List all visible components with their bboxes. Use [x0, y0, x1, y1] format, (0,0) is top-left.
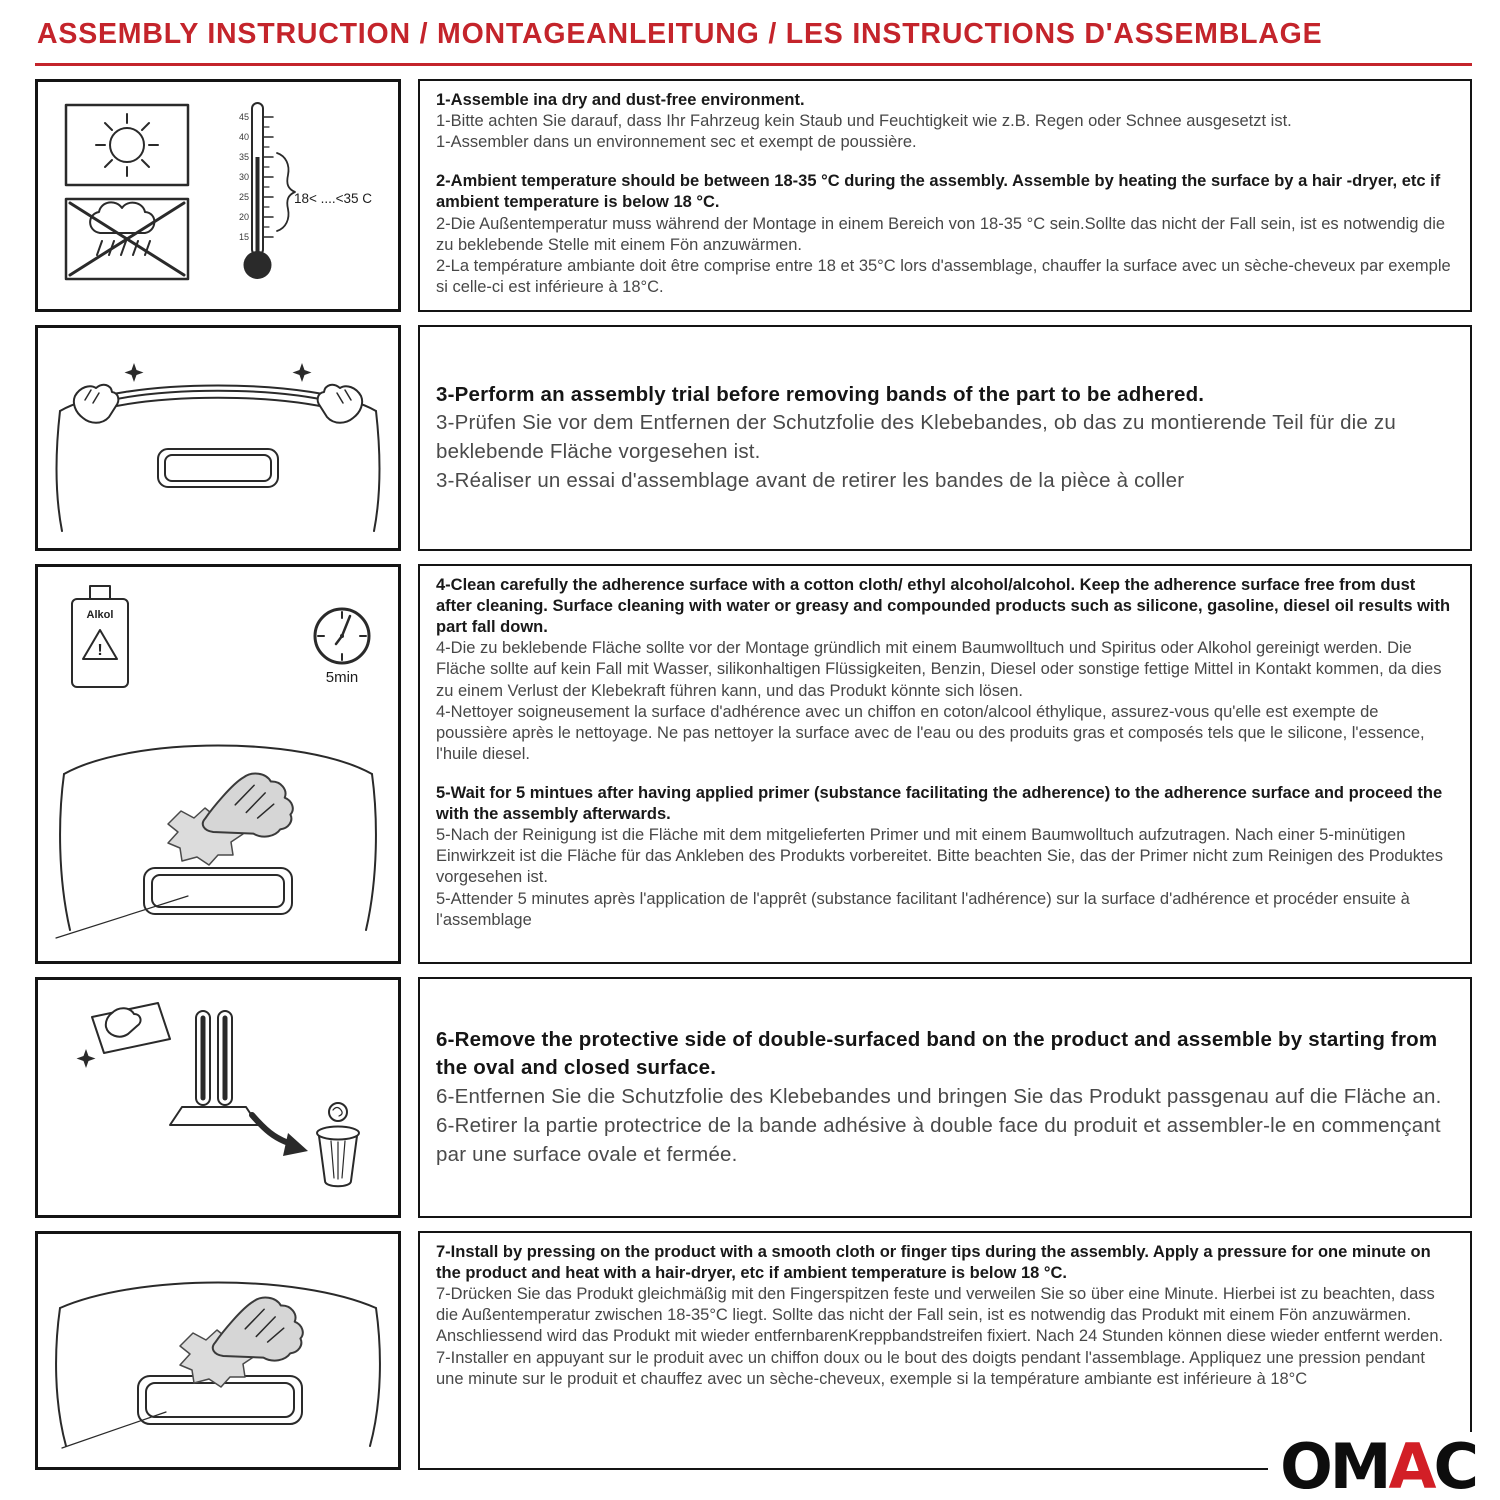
instruction-en: 4-Clean carefully the adherence surface with a cotton cloth/ ethyl alcohol/alcohol. Keep the adherence surface free from dust after cleaning. Surface cleaning with water or greasy and compounded products such as silicone, gasoline, diesel oil results with part fall down. [436, 576, 1451, 637]
section-environment-temperature [35, 79, 1472, 312]
thermometer-scale-value: 15 [238, 231, 249, 242]
assembly-trial-illustration [46, 339, 390, 537]
thermometer-icon [239, 103, 372, 279]
logo-text-accent: A [1388, 1430, 1434, 1500]
thermometer-scale-value: 35 [238, 151, 249, 162]
no-rain-icon [66, 199, 188, 279]
instruction-en: 3-Perform an assembly trial before removing bands of the part to be adhered. [436, 382, 1205, 406]
alcohol-bottle-icon [72, 586, 128, 687]
instruction-fr: 5-Attender 5 minutes après l'application de l'apprêt (substance facilitant l'adhérence) sur la surface d'adhérence et procéder ensuite à l'assemblage [436, 889, 1410, 929]
section-press-install [35, 1231, 1472, 1470]
instruction-de: 1-Bitte achten Sie darauf, dass Ihr Fahrzeug kein Staub und Feuchtigkeit wie z.B. Regen oder Schnee ausgesetzt ist. [436, 112, 1292, 131]
instruction-de: 7-Drücken Sie das Produkt gleichmäßig mit den Fingerspitzen feste und verweilen Sie so über eine Minute. Hierbei ist zu beachten, dass die Außentemperatur zwischen 18-35°C liegt. Sollte das nicht der Fall sein, ist es notwendig das Produkt mit einem Fön anzuwärmen. Anschliessend wird das Produkt mit wieder entfernbarenKreppbandstreifen fixiert. Nach 24 Stunden können diese wieder entfernt werden. [436, 1285, 1444, 1346]
section-clean-and-primer [35, 564, 1472, 964]
arrow-icon [252, 1115, 286, 1142]
page-title: ASSEMBLY INSTRUCTION / MONTAGEANLEITUNG / LES INSTRUCTIONS D'ASSEMBLAGE [37, 18, 1323, 50]
instruction-de: 2-Die Außentemperatur muss während der Montage in einem Bereich von 18-35 °C sein.Sollte das nicht der Fall sein, ist es notwendig die zu beklebende Stelle mit einem Fön anzuwärmen. [436, 214, 1446, 254]
instruction-en: 6-Remove the protective side of double-surfaced band on the product and assemble by starting from the oval and closed surface. [436, 1027, 1438, 1080]
sun-icon [66, 105, 188, 185]
thermometer-scale-value: 25 [238, 191, 249, 202]
instruction-de: 5-Nach der Reinigung ist die Fläche mit dem mitgelieferten Primer und mit einem Baumwolltuch aufzutragen. Nach einer 5-minütigen Einwirkzeit ist die Fläche für das Ankleben des Produkts vorbereitet. Bitte beachten Sie, das der Primer nicht zum Reinigen des Produktes vorgesehen ist. [436, 826, 1444, 887]
instruction-en: 2-Ambient temperature should be between 18-35 °C during the assembly. Assemble by heating the surface by a hair -dryer, etc if ambient temperature is below 18 °C. [436, 172, 1441, 212]
title-underline [35, 63, 1472, 66]
arrow-head [283, 1133, 308, 1156]
illustration-box-trial [35, 325, 401, 551]
section-remove-band [35, 977, 1472, 1218]
illustration-box-remove [35, 977, 401, 1218]
thermometer-scale-value: 45 [238, 111, 249, 122]
wipe-surface-illustration [56, 746, 376, 939]
instruction-fr: 4-Nettoyer soigneusement la surface d'adhérence avec un chiffon en coton/alcool éthylique, assurez-vous qu'elle est exempte de poussière après le nettoyage. Ne pas nettoyer la surface avec de l'eau ou des produits gras et composés tels que le silicone, l'essence, l'huile diesel. [436, 702, 1425, 763]
instruction-fr: 7-Installer en appuyant sur le produit avec un chiffon doux ou le bout des doigts pendant l'assemblage. Appliquez une pression pendant une minute sur le produit et chauffez avec un sèche-cheveux, exemple si la température ambiante est inférieure à 18°C [436, 1348, 1425, 1388]
wait-time-label: 5min [325, 669, 359, 686]
warning-exclamation: ! [97, 642, 103, 659]
thermometer-scale-value: 40 [238, 131, 249, 142]
hand-icon [212, 1291, 307, 1366]
illustration-box-clean [35, 564, 401, 964]
environment-temperature-illustration [46, 93, 390, 299]
thermometer-scale-value: 30 [238, 171, 249, 182]
instruction-en: 7-Install by pressing on the product with a smooth cloth or finger tips during the assembly. Apply a pressure for one minute on the product and heat with a hair-dryer, etc if ambient temperature is below 18 °C. [436, 1243, 1431, 1283]
instruction-en: 1-Assemble ina dry and dust-free environment. [436, 91, 805, 109]
instruction-fr: 6-Retirer la partie protectrice de la bande adhésive à double face du produit et assembler-le en commençant par une surface ovale et fermée. [436, 1113, 1441, 1166]
instruction-de: 4-Die zu beklebende Fläche sollte vor der Montage gründlich mit einem Baumwolltuch und Spiritus oder Alkohol gereinigt werden. Die Fläche sollte auf kein Fall mit Wasser, silikonhaltigen Flüssigkeiten, Benzin, Diesel oder sonstige fettige Mittel in Kontakt kommen, da dies zu einem Verlust der Klebekraft führen kann, und das Produkt könnte sich lösen. [436, 639, 1442, 700]
adhesive-strips-icon [170, 1011, 258, 1125]
remove-band-illustration [46, 995, 390, 1201]
hand-icon [202, 767, 297, 842]
trash-can-icon [317, 1103, 359, 1186]
instruction-de: 3-Prüfen Sie vor dem Entfernen der Schutzfolie des Klebebandes, ob das zu montierende Teil für die zu beklebende Fläche vorgesehen ist. [436, 411, 1396, 463]
instruction-fr: 3-Réaliser un essai d'assemblage avant de retirer les bandes de la pièce à coller [436, 468, 1185, 492]
adhesive-band [102, 391, 334, 409]
instructions-box-remove [418, 977, 1472, 1218]
instruction-en: 5-Wait for 5 mintues after having applied primer (substance facilitating the adherence) to the adherence surface and proceed the with the assembly afterwards. [436, 783, 1443, 824]
instruction-fr: 2-La température ambiante doit être comprise entre 18 et 35°C lors d'assemblage, chauffer la surface avec un sèche-cheveux par exemple si celle-ci est inférieure à 18°C. [436, 256, 1451, 296]
illustration-box-press [35, 1231, 401, 1470]
logo-text-right: C [1433, 1430, 1476, 1500]
clean-surface-illustration [48, 578, 388, 950]
logo-text-left: OM [1280, 1430, 1389, 1500]
omac-logo [1268, 1432, 1478, 1498]
press-product-illustration [46, 1250, 390, 1452]
alcohol-label: Alkol [86, 609, 114, 621]
instruction-de: 6-Entfernen Sie die Schutzfolie des Klebebandes und bringen Sie das Produkt passgenau auf die Fläche an. [436, 1085, 1442, 1109]
left-hand-icon [74, 385, 118, 423]
sparkle-icon [77, 1049, 96, 1068]
illustration-box-environment [35, 79, 401, 312]
section-assembly-trial [35, 325, 1472, 551]
sparkle-icon [125, 363, 144, 382]
instructions-box-clean [418, 564, 1472, 964]
temperature-range-label: 18< ....<35 C [294, 190, 373, 206]
header [35, 18, 1472, 66]
right-hand-icon [318, 385, 362, 423]
instructions-box-environment [418, 79, 1472, 312]
sparkle-icon [293, 363, 312, 382]
thermometer-scale-value: 20 [238, 211, 249, 222]
instruction-fr: 1-Assembler dans un environnement sec et exempt de poussière. [436, 133, 917, 152]
peel-band-icon [77, 1003, 171, 1068]
instructions-box-trial [418, 325, 1472, 551]
clock-icon [315, 609, 369, 686]
